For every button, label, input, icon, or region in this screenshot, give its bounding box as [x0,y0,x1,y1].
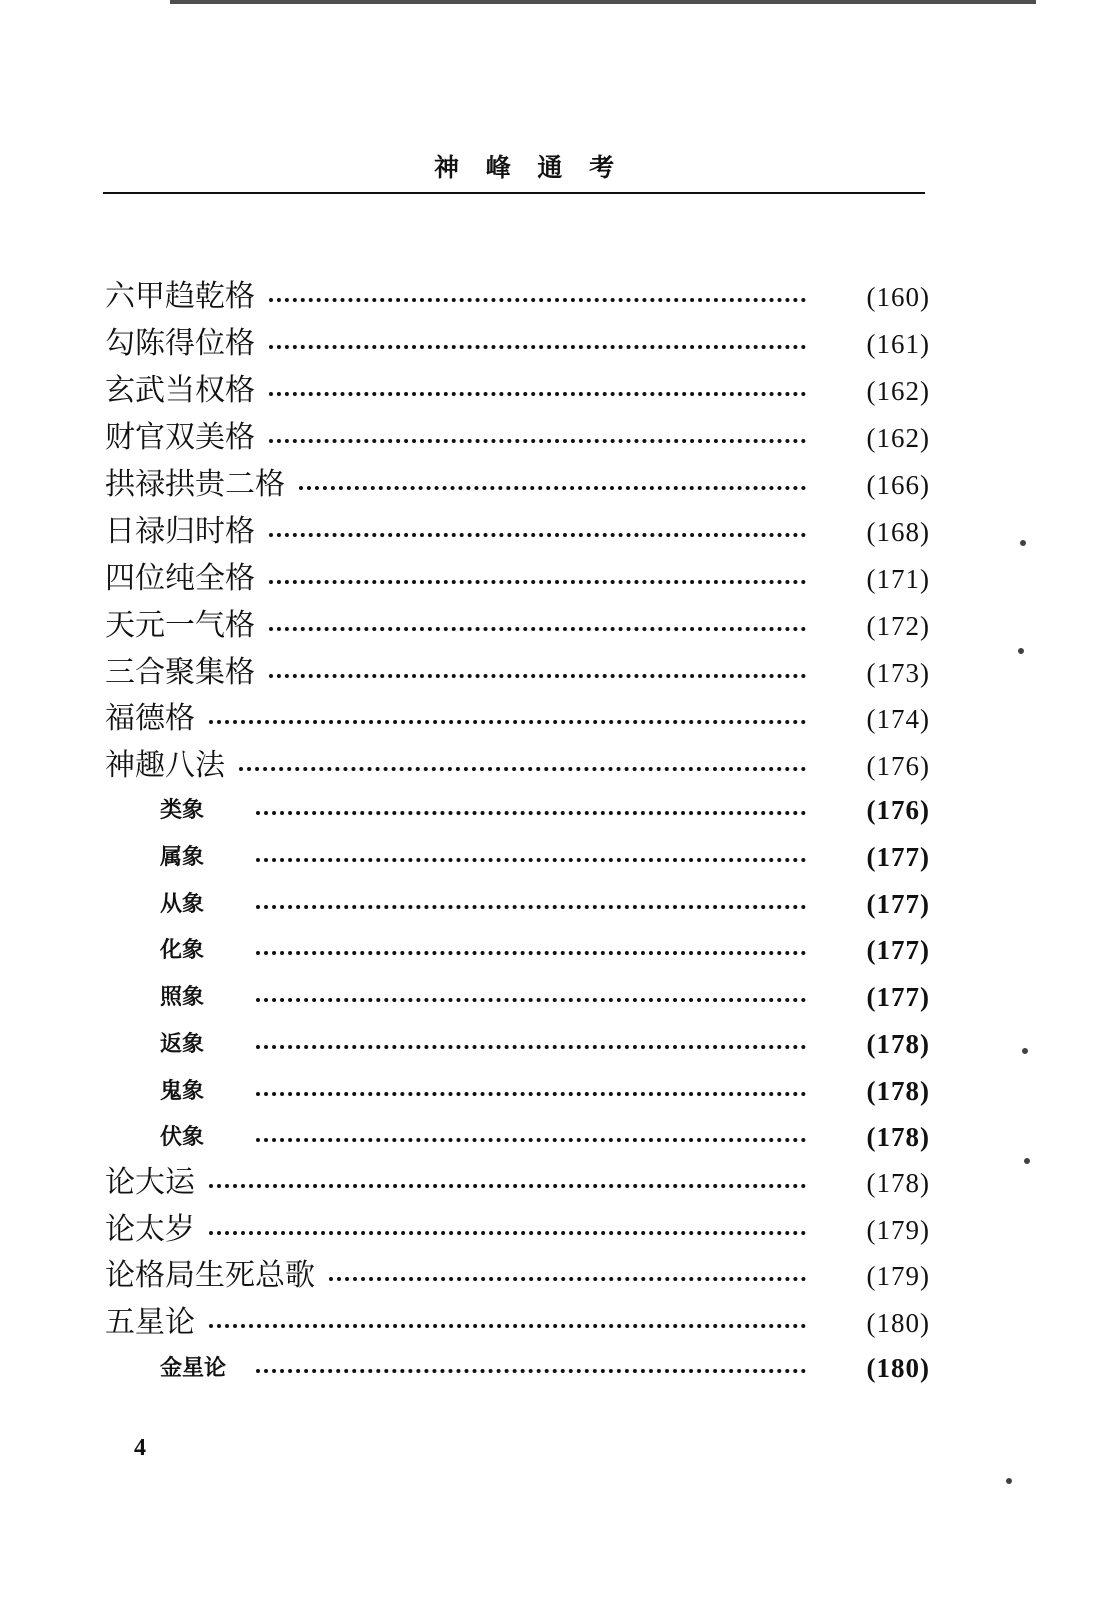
dot-leader [209,1324,806,1328]
scan-speck [1018,648,1024,654]
toc-entry [105,1162,930,1204]
toc-entry-page: (168) [866,517,930,547]
dot-leader [209,1184,806,1188]
toc-subentry [105,1350,930,1386]
dot-leader [269,674,806,678]
toc-entry [105,1302,930,1344]
toc-entry [105,276,930,318]
header-rule [103,192,925,194]
toc-entry-title: 五星论 [105,1305,195,1340]
toc-entry-page: (162) [866,423,930,453]
toc-entry-title: 论大运 [105,1165,195,1200]
toc-entry-title: 福德格 [105,701,195,736]
toc-entry-title: 三合聚集格 [105,655,255,690]
toc-subentry-page: (180) [866,1353,930,1383]
toc-entry-page: (179) [866,1261,930,1291]
toc-subentry-title: 化象 [160,937,205,963]
scan-speck [1024,1158,1030,1164]
toc-subentry-title: 类象 [160,797,205,823]
toc-entry [105,558,930,600]
top-edge-rule [170,0,1036,4]
toc-entry [105,605,930,647]
scan-speck [1020,540,1026,546]
toc-entry [105,464,930,506]
toc-subentry-title: 金星论 [160,1355,227,1381]
toc-entry-title: 论格局生死总歌 [105,1258,315,1293]
toc-entry [105,417,930,459]
dot-leader [209,720,806,724]
toc-subentry-title: 照象 [160,984,205,1010]
toc-entry-page: (171) [866,564,930,594]
toc-entry-page: (172) [866,611,930,641]
dot-leader [256,905,806,909]
toc-entry-title: 日禄归时格 [105,514,255,549]
dot-leader [329,1277,806,1281]
toc-entry [105,1255,930,1297]
toc-entry-title: 六甲趋乾格 [105,279,255,314]
scan-speck [1006,1478,1012,1484]
dot-leader [269,392,806,396]
dot-leader [269,298,806,302]
toc-subentry-page: (178) [866,1122,930,1152]
scan-speck [1022,1048,1028,1054]
toc-subentry [105,1026,930,1062]
toc-entry-title: 玄武当权格 [105,373,255,408]
dot-leader [269,627,806,631]
toc-subentry [105,886,930,922]
toc-subentry-title: 从象 [160,891,205,917]
toc-entry [105,370,930,412]
toc-entry-page: (166) [866,470,930,500]
toc-subentry [105,979,930,1015]
table-of-contents [105,270,930,1410]
toc-entry-title: 勾陈得位格 [105,326,255,361]
toc-subentry-page: (178) [866,1029,930,1059]
toc-subentry [105,932,930,968]
toc-entry-page: (173) [866,658,930,688]
toc-entry-title: 论太岁 [105,1212,195,1247]
dot-leader [269,345,806,349]
toc-entry [105,698,930,740]
toc-entry [105,652,930,694]
dot-leader [299,486,806,490]
toc-subentry-title: 属象 [160,844,205,870]
toc-subentry [105,792,930,828]
toc-entry-title: 四位纯全格 [105,561,255,596]
toc-entry [105,323,930,365]
running-head-title: 神 峰 通 考 [434,153,624,182]
dot-leader [269,439,806,443]
toc-entry-title: 天元一气格 [105,608,255,643]
toc-subentry-page: (177) [866,842,930,872]
toc-subentry-title: 返象 [160,1031,205,1057]
toc-subentry-page: (178) [866,1076,930,1106]
toc-entry-page: (178) [866,1168,930,1198]
dot-leader [256,858,806,862]
toc-entry-page: (176) [866,751,930,781]
page-number: 4 [134,1435,146,1461]
toc-subentry-page: (177) [866,889,930,919]
toc-entry-page: (180) [866,1308,930,1338]
dot-leader [256,811,806,815]
dot-leader [269,533,806,537]
dot-leader [239,767,806,771]
toc-entry-title: 财官双美格 [105,420,255,455]
dot-leader [256,1045,806,1049]
toc-entry [105,511,930,553]
dot-leader [256,1369,806,1373]
toc-subentry [105,1073,930,1109]
dot-leader [256,1092,806,1096]
toc-entry [105,1209,930,1251]
dot-leader [256,1138,806,1142]
dot-leader [269,580,806,584]
toc-entry [105,745,930,787]
toc-entry-page: (161) [866,329,930,359]
toc-entry-page: (174) [866,704,930,734]
toc-subentry-title: 鬼象 [160,1078,205,1104]
dot-leader [209,1231,806,1235]
toc-subentry-page: (176) [866,795,930,825]
toc-entry-title: 神趣八法 [105,748,225,783]
toc-entry-page: (179) [866,1215,930,1245]
dot-leader [256,998,806,1002]
toc-entry-page: (160) [866,282,930,312]
toc-subentry [105,839,930,875]
toc-subentry [105,1119,930,1155]
dot-leader [256,951,806,955]
toc-entry-page: (162) [866,376,930,406]
toc-subentry-title: 伏象 [160,1124,205,1150]
toc-subentry-page: (177) [866,935,930,965]
toc-subentry-page: (177) [866,982,930,1012]
toc-entry-title: 拱禄拱贵二格 [105,467,285,502]
